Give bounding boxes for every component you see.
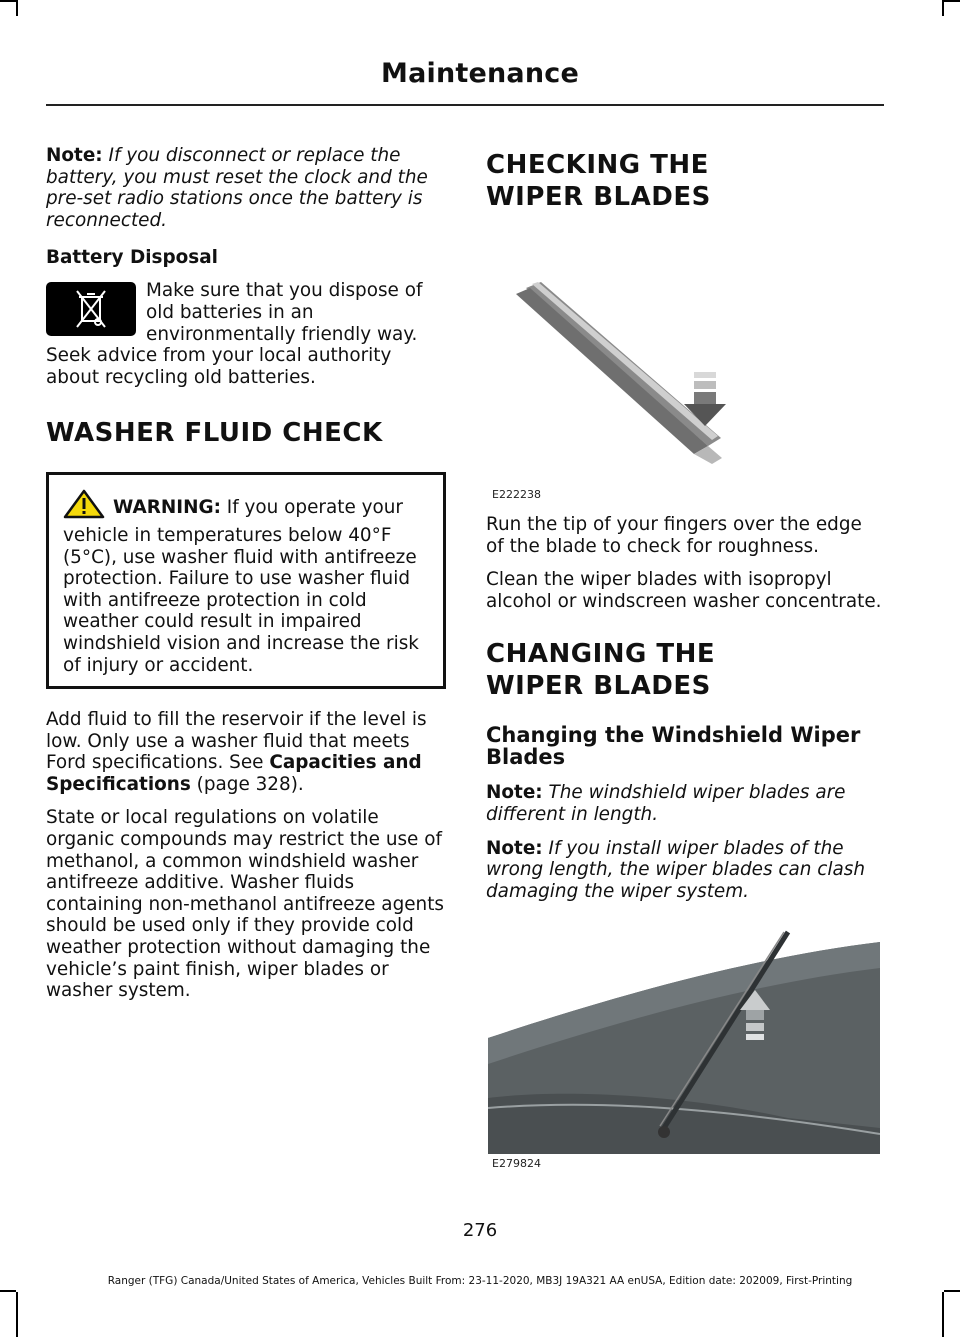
battery-disposal-heading: Battery Disposal <box>46 247 218 269</box>
add-fluid-text: Add fluid to fill the reservoir if the level is low. Only use a washer fluid that meets Ford specifications. See <box>46 709 427 774</box>
header-rule <box>46 104 884 106</box>
warning-box <box>46 472 446 689</box>
left-column <box>46 145 446 1014</box>
crop-mark-bottom-left-v <box>16 1292 18 1337</box>
run-tip-paragraph: Run the tip of your fingers over the edge of the blade to check for roughness. <box>486 514 862 557</box>
warning-paragraph <box>63 489 433 676</box>
warning-triangle-icon <box>63 489 105 525</box>
crop-mark-bottom-right-v <box>942 1292 944 1337</box>
capacities-link[interactable]: Capacities and Specifications <box>46 752 422 795</box>
crop-mark-top-right <box>944 0 960 2</box>
wiper-blade-figure <box>486 268 876 478</box>
add-fluid-page: (page 328). <box>190 773 304 795</box>
add-fluid-paragraph <box>46 709 446 795</box>
note-text: If you install wiper blades of the wrong length, the wiper blades can clash damaging the wiper system. <box>486 837 865 902</box>
disposal-block <box>46 278 446 388</box>
edition-footer: Ranger (TFG) Canada/United States of America, Vehicles Built From: 23-11-2020, MB3J 19A321 AA enUSA, Edition date: 202009, First-Printing <box>107 1275 853 1287</box>
page-title: Maintenance <box>381 58 579 89</box>
washer-fluid-heading: WASHER FLUID CHECK <box>46 418 383 449</box>
right-column-lower <box>486 514 882 914</box>
crop-mark-top-left <box>0 0 16 2</box>
note-wrong-length <box>486 838 882 903</box>
note-length <box>486 782 882 825</box>
figure-id-2: E279824 <box>492 1157 541 1170</box>
warning-text: If you operate your vehicle in temperatures below 40°F (5°C), use washer fluid with antifreeze protection. Failure to use washer fluid with antifreeze protection in cold weather could result in impaired windshield vision and increase the risk of injury or accident. <box>63 497 419 676</box>
crop-mark-bottom-left <box>0 1290 16 1292</box>
note-label: Note: <box>486 782 543 804</box>
battery-note <box>46 145 446 231</box>
page-number: 276 <box>462 1220 498 1241</box>
right-column <box>486 145 882 237</box>
note-text: The windshield wiper blades are different in length. <box>486 782 846 825</box>
wiper-arm-figure <box>488 928 880 1154</box>
clean-paragraph: Clean the wiper blades with isopropyl alcohol or windscreen washer concentrate. <box>486 569 882 612</box>
crop-mark-top-right-v <box>942 0 944 16</box>
note-text: If you disconnect or replace the battery, you must reset the clock and the pre-set radio stations once the battery is reconnected. <box>46 145 428 231</box>
changing-wiper-heading: CHANGING THE WIPER BLADES <box>486 639 716 702</box>
checking-wiper-heading: CHECKING THE WIPER BLADES <box>486 150 711 212</box>
regulations-paragraph: State or local regulations on volatile organic compounds may restrict the use of methanol, a common windshield washer antifreeze additive. Washer fluids containing non-methanol antifreeze agents should be used only if they provide cold weather protection without damaging the vehicle’s paint finish, wiper blades or washer system. <box>46 807 445 1002</box>
note-label: Note: <box>46 145 103 166</box>
recycle-bin-crossed-icon <box>46 282 136 336</box>
disposal-text-a: Make sure that you dispose of old batteries in an environmentally friendly way. <box>146 280 423 345</box>
crop-mark-top-left-v <box>16 0 18 16</box>
crop-mark-bottom-right <box>944 1290 960 1292</box>
note-label: Note: <box>486 837 543 859</box>
figure-id-1: E222238 <box>492 488 541 501</box>
disposal-text-b: Seek advice from your local authority about recycling old batteries. <box>46 345 392 388</box>
warning-label: WARNING: <box>113 497 221 519</box>
changing-subheading: Changing the Windshield Wiper Blades <box>486 723 861 770</box>
